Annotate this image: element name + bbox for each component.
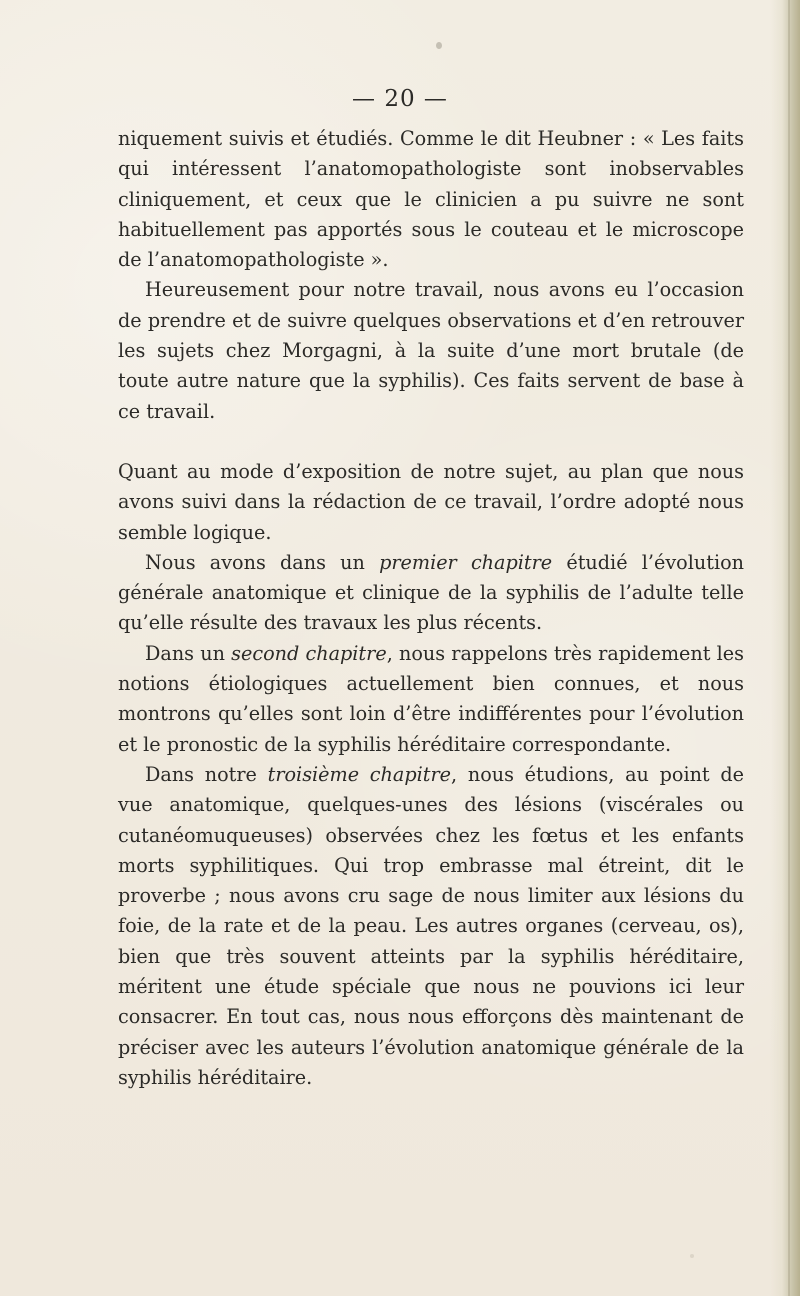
paragraph-5-text: Dans un [145,641,232,665]
page-edge-shadow [770,0,800,1296]
chapter-title-3: troisième chapitre [267,762,452,786]
page-edge-line [788,0,790,1296]
main-text [118,124,744,1093]
paragraph-4-text: Nous avons dans un [145,550,380,574]
paragraph-1: niquement suivis et étudiés. Comme le dit Heubner : « Les faits qui intéressent l’anatomopathologiste sont inobservables cliniquement, et ceux que le clinicien a pu suivre ne sont habituellement pas apportés sous le couteau et le microscope de l’anatomopathologiste ». [118,127,744,272]
paragraph-6 [118,760,744,1093]
paragraph-6-text: , nous étudions, au point de vue anatomique, quelques-unes des lésions (viscérales ou cutanéomuqueuses) observées chez les fœtus et les enfants morts syphilitiques. Qui trop embrasse mal étreint, dit le proverbe ; nous avons cru sage de nous limiter aux lésions du foie, de la rate et de la peau. Les autres organes (cerveau, os), bien que très souvent atteints par la syphilis héréditaire, méritent une étude spéciale que nous ne pouvions ici leur consacrer. En tout cas, nous nous efforçons dès maintenant de préciser avec les auteurs l’évolution anatomique générale de la syphilis héréditaire. [118,762,745,1089]
page-number: — 20 — [352,86,448,112]
ink-spot [690,1254,694,1258]
section-gap [118,427,744,457]
paragraph-2: Heureusement pour notre travail, nous avons eu l’occasion de prendre et de suivre quelques observations et d’en retrouver les sujets chez Morgagni, à la suite d’une mort brutale (de toute autre nature que la syphilis). Ces faits servent de base à ce travail. [118,278,744,423]
chapter-title-1: premier chapitre [379,550,553,574]
paragraph-5-text: , nous rappelons très rapidement les notions étiologiques actuellement bien connues, et nous montrons qu’elles sont loin d’être indifférentes pour l’évolution et le pronostic de la syphilis héréditaire correspondante. [118,641,744,756]
ink-spot [436,42,442,49]
paragraph-4-text: étudié l’évolution générale anatomique et clinique de la syphilis de l’adulte telle qu’elle résulte des travaux les plus récents. [118,550,744,635]
chapter-title-2: second chapitre [231,641,387,665]
paragraph-5 [118,639,744,760]
paragraph-4 [118,548,744,639]
paragraph-3: Quant au mode d’exposition de notre sujet, au plan que nous avons suivi dans la rédaction de ce travail, l’ordre adopté nous semble logique. [118,459,744,544]
paragraph-6-text: Dans notre [145,762,268,786]
